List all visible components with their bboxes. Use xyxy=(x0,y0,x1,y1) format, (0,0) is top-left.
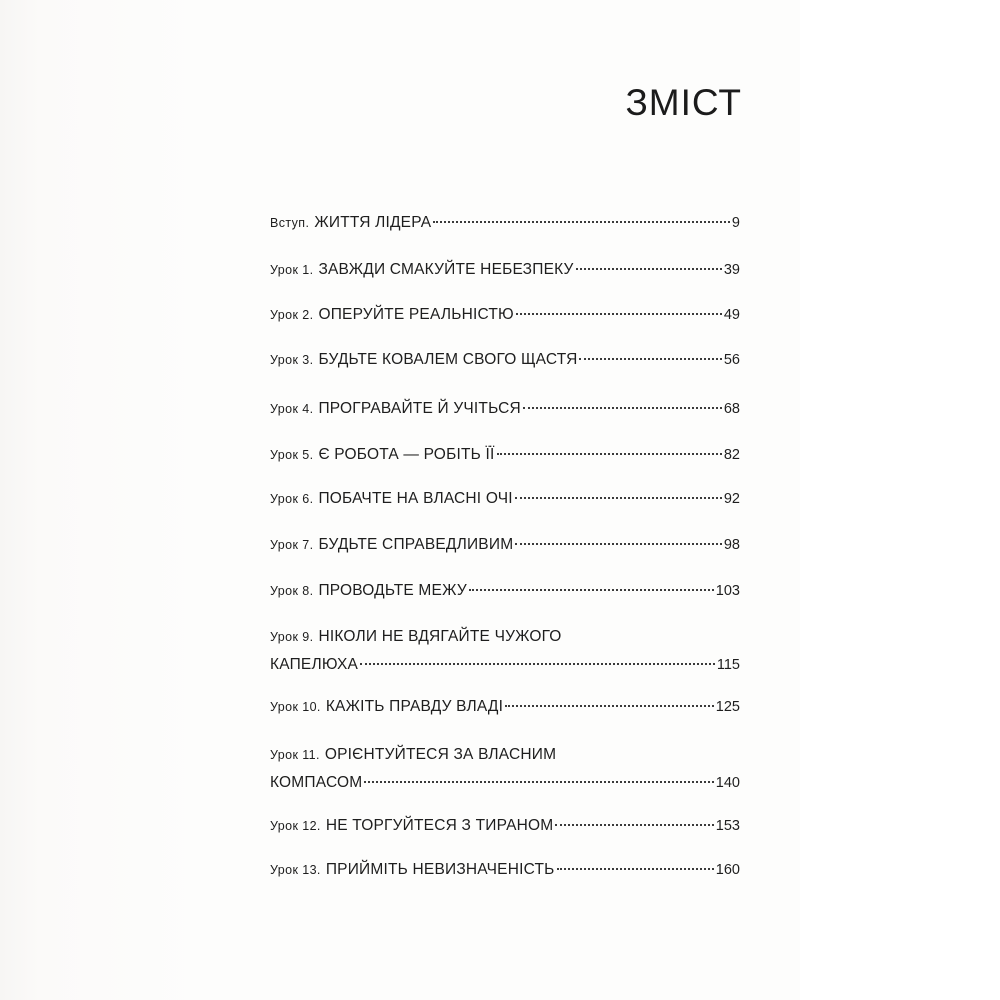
leader-dots xyxy=(555,824,713,826)
toc-entry-page: 68 xyxy=(723,401,740,417)
toc-entry-title: БУДЬТЕ КОВАЛЕМ СВОГО ЩАСТЯ xyxy=(318,351,578,368)
toc-entry-lesson-6 xyxy=(270,488,740,510)
leader-dots xyxy=(505,705,714,707)
toc-entry-label: Урок 5. xyxy=(270,448,314,462)
toc-entry-title: ОПЕРУЙТЕ РЕАЛЬНІСТЮ xyxy=(318,306,514,323)
toc-entry-page: 160 xyxy=(715,862,740,878)
leader-dots xyxy=(523,407,722,409)
leader-dots xyxy=(515,543,722,545)
toc-entry-label: Урок 1. xyxy=(270,263,314,277)
toc-entry-page: 56 xyxy=(723,352,740,368)
toc-entry-title: ЖИТТЯ ЛІДЕРА xyxy=(314,214,432,231)
toc-entry-lesson-8 xyxy=(270,580,740,602)
toc-entry-title: НЕ ТОРГУЙТЕСЯ З ТИРАНОМ xyxy=(325,817,554,834)
toc-entry-title: ПРИЙМІТЬ НЕВИЗНАЧЕНІСТЬ xyxy=(325,861,555,878)
leader-dots xyxy=(360,663,715,665)
toc-entry-title: БУДЬТЕ СПРАВЕДЛИВИМ xyxy=(318,536,514,553)
toc-entry-page: 9 xyxy=(731,215,740,231)
toc-entry-label: Урок 9. xyxy=(270,630,314,644)
toc-entry-label: Урок 4. xyxy=(270,402,314,416)
toc-entry-page: 153 xyxy=(715,818,740,834)
toc-entry-label: Урок 12. xyxy=(270,819,321,833)
page-margin xyxy=(800,0,1000,1000)
leader-dots xyxy=(515,497,722,499)
toc-entry-label: Урок 3. xyxy=(270,353,314,367)
toc-entry-title: ПРОГРАВАЙТЕ Й УЧІТЬСЯ xyxy=(318,400,521,417)
toc-entry-lesson-9 xyxy=(270,626,740,676)
toc-entry-lesson-11 xyxy=(270,744,740,794)
toc-entry-page: 115 xyxy=(716,657,740,673)
toc-entry-page: 92 xyxy=(723,491,740,507)
toc-entry-page: 125 xyxy=(715,699,740,715)
leader-dots xyxy=(364,781,713,783)
toc-entry-title: ПРОВОДЬТЕ МЕЖУ xyxy=(318,582,467,599)
toc-entry-page: 39 xyxy=(723,262,740,278)
toc-entry-label: Вступ. xyxy=(270,216,310,230)
toc-entry-lesson-7 xyxy=(270,534,740,556)
toc-entry-label: Урок 11. xyxy=(270,748,320,762)
leader-dots xyxy=(557,868,714,870)
toc-entry-title: ЗАВЖДИ СМАКУЙТЕ НЕБЕЗПЕКУ xyxy=(318,261,574,278)
toc-entry-title: ПОБАЧТЕ НА ВЛАСНІ ОЧІ xyxy=(318,490,513,507)
toc-entry-lesson-13 xyxy=(270,859,740,881)
toc-entry-title-continued: КАПЕЛЮХА xyxy=(270,656,359,673)
leader-dots xyxy=(433,221,730,223)
toc-entry-label: Урок 13. xyxy=(270,863,321,877)
toc-entry-label: Урок 2. xyxy=(270,308,314,322)
toc-entry-lesson-12 xyxy=(270,815,740,837)
toc-entry-title: Є РОБОТА — РОБІТЬ ЇЇ xyxy=(318,446,495,463)
toc-entry-page: 98 xyxy=(723,537,740,553)
toc-entry-lesson-5 xyxy=(270,444,740,466)
toc-entry-lesson-10 xyxy=(270,696,740,718)
leader-dots xyxy=(516,313,722,315)
toc-entry-label: Урок 10. xyxy=(270,700,321,714)
toc-entry-page: 49 xyxy=(723,307,740,323)
toc-entry-lesson-2 xyxy=(270,304,740,326)
leader-dots xyxy=(469,589,714,591)
leader-dots xyxy=(579,358,721,360)
toc-entry-label: Урок 7. xyxy=(270,538,314,552)
toc-entry-page: 140 xyxy=(715,775,740,791)
toc-entry-page: 103 xyxy=(715,583,740,599)
leader-dots xyxy=(576,268,722,270)
toc-entry-page: 82 xyxy=(723,447,740,463)
page-title: ЗМІСТ xyxy=(625,82,742,123)
toc-entry-lesson-4 xyxy=(270,398,740,420)
toc-entry-lesson-3 xyxy=(270,349,740,371)
toc-entry-title-continued: КОМПАСОМ xyxy=(270,774,363,791)
toc-entry-title: ОРІЄНТУЙТЕСЯ ЗА ВЛАСНИМ xyxy=(324,746,557,763)
toc-entry-intro xyxy=(270,212,740,234)
toc-entry-label: Урок 6. xyxy=(270,492,314,506)
toc-entry-title: КАЖІТЬ ПРАВДУ ВЛАДІ xyxy=(325,698,504,715)
toc-entry-lesson-1 xyxy=(270,259,740,281)
toc-entry-title: НІКОЛИ НЕ ВДЯГАЙТЕ ЧУЖОГО xyxy=(318,628,562,645)
leader-dots xyxy=(497,453,722,455)
toc-entry-label: Урок 8. xyxy=(270,584,314,598)
